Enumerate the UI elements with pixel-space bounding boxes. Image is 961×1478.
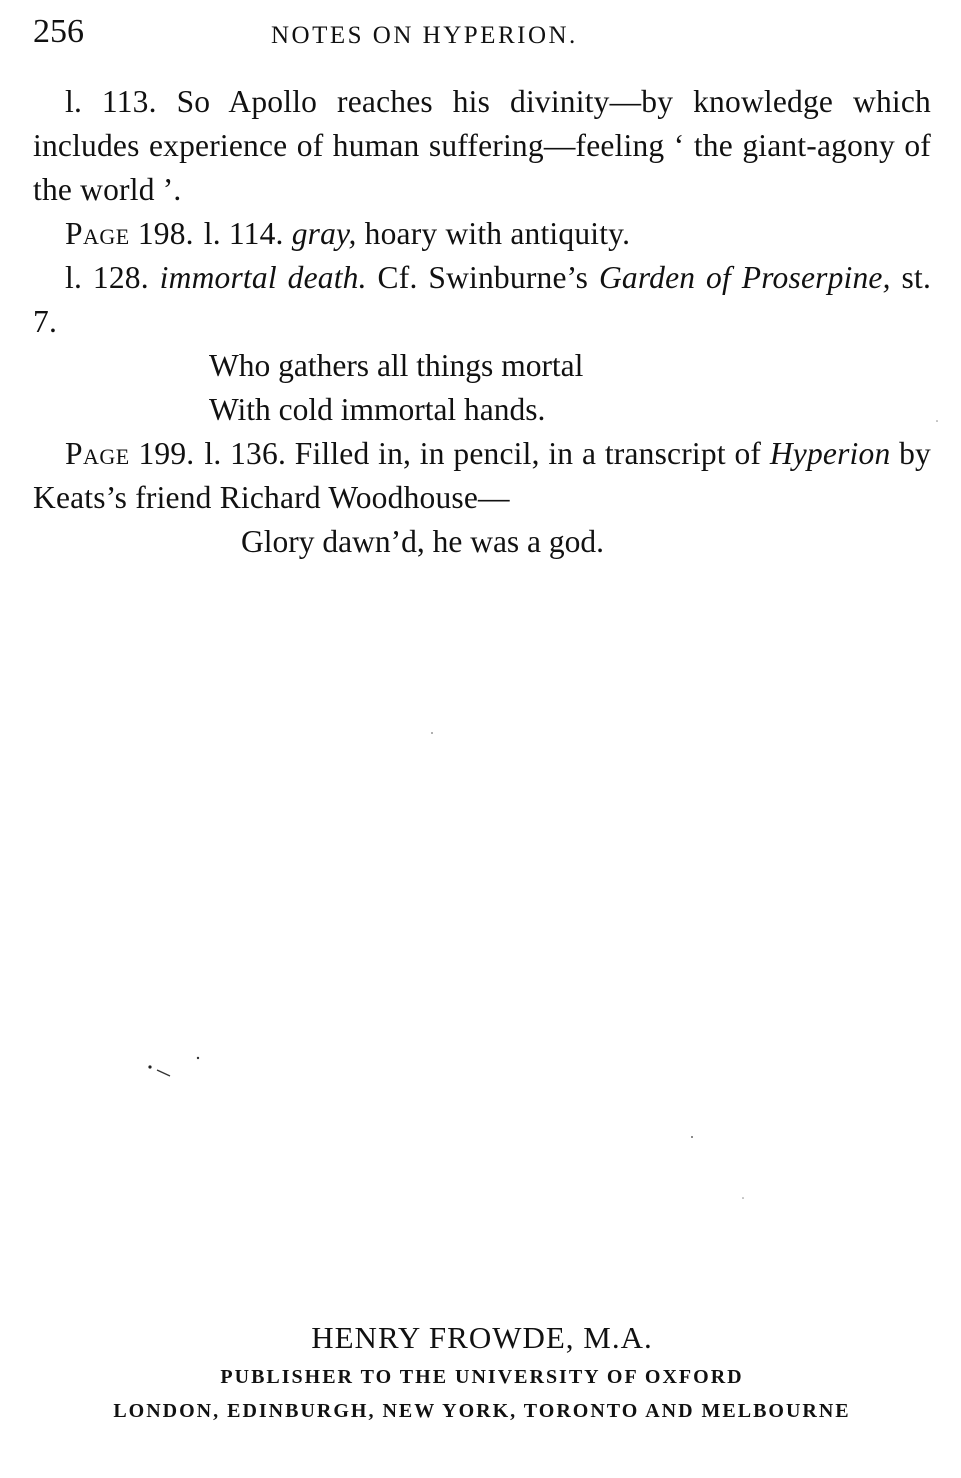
speck [742, 1197, 744, 1199]
quotation-line: Who gathers all things mortal [209, 348, 584, 383]
page-ref: 198. [137, 216, 194, 251]
speck [148, 1065, 151, 1068]
speck [157, 1070, 170, 1076]
publisher-imprint [33, 1318, 931, 1426]
publisher-name: HENRY FROWDE, M.A. [311, 1320, 653, 1355]
page-ref: 199. [138, 436, 195, 471]
quotation-line: Glory dawn’d, he was a god. [241, 524, 605, 559]
stanza-ref: st. 7. [33, 260, 932, 339]
note-text: Filled in, in pencil, in a transcript of [294, 436, 762, 471]
page-number: 256 [33, 13, 84, 50]
note-line-113 [33, 80, 931, 212]
quotation-line: With cold immortal hands. [209, 392, 546, 427]
cross-reference: Cf. Swinburne’s [377, 260, 589, 295]
publisher-cities: LONDON, EDINBURGH, NEW YORK, TORONTO AND MELBOURNE [113, 1400, 851, 1422]
running-title: NOTES ON HYPERION. [271, 22, 578, 49]
gloss-text: hoary with antiquity. [364, 216, 631, 251]
speck [197, 1057, 199, 1059]
line-ref: l. 128. [65, 260, 149, 295]
note-text: by Keats’s friend Richard Woodhouse— [33, 436, 932, 515]
page-header [33, 12, 931, 56]
work-title: Hyperion [769, 436, 891, 471]
note-page-199 [33, 432, 931, 520]
page-label: Page [65, 216, 130, 251]
publisher-role: PUBLISHER TO THE UNIVERSITY OF OXFORD [220, 1366, 744, 1388]
line-ref: l. 114. [203, 216, 284, 251]
work-title: Garden of Proserpine, [598, 260, 891, 295]
line-ref: l. 136. [204, 436, 287, 471]
speck [431, 732, 433, 734]
speck [936, 420, 938, 422]
glossed-term: gray, [291, 216, 357, 251]
note-text: l. 113. So Apollo reaches his divinity—by knowledge which includes experience of human suffering—feeling ‘ the giant-agony of the world ’. [33, 84, 931, 207]
speck [691, 1136, 693, 1138]
notes-body [33, 80, 931, 564]
glossed-term: immortal death. [159, 260, 367, 295]
page-label: Page [65, 436, 130, 471]
note-page-198 [33, 212, 931, 256]
note-line-128 [33, 256, 931, 344]
